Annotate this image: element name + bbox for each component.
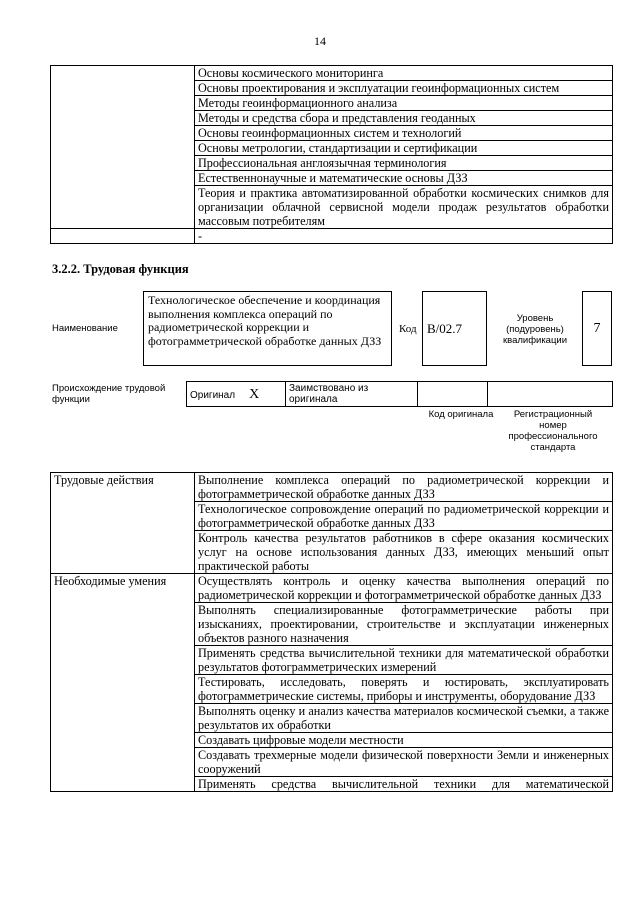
skill-item: Осуществлять контроль и оценку качества выполнения операций по радиометрической коррекции и фотограмметрической обработке данных ДЗЗ	[195, 574, 613, 603]
skills-label: Необходимые умения	[51, 574, 195, 792]
registration-number-cell	[488, 382, 613, 407]
borrowed-label: Заимствовано из оригинала	[286, 382, 418, 407]
skill-item: Применять средства вычислительной техники для математической	[195, 777, 613, 792]
knowledge-item: Основы геоинформационных систем и технологий	[195, 126, 613, 141]
original-code-cell	[418, 382, 488, 407]
skill-item: Создавать цифровые модели местности	[195, 733, 613, 748]
name-label: Наименование	[52, 323, 118, 334]
registration-number-caption: Регистрационный номер профессионального стандарта	[508, 409, 598, 453]
skill-item: Создавать трехмерные модели физической поверхности Земли и инженерных сооружений	[195, 748, 613, 777]
knowledge-item: Методы и средства сбора и представления геоданных	[195, 111, 613, 126]
knowledge-item: Методы геоинформационного анализа	[195, 96, 613, 111]
labor-action-item: Выполнение комплекса операций по радиометрической коррекции и фотограмметрической обработке данных ДЗЗ	[195, 473, 613, 502]
labor-action-item: Технологическое сопровождение операций по радиометрической коррекции и фотограмметрической обработке данных ДЗЗ	[195, 502, 613, 531]
knowledge-item: Основы космического мониторинга	[195, 66, 613, 81]
knowledge-item: Профессиональная англоязычная терминология	[195, 156, 613, 171]
skill-item: Применять средства вычислительной техники для математической обработки результатов фотограмметрических измерений	[195, 646, 613, 675]
knowledge-item: Основы проектирования и эксплуатации геоинформационных систем	[195, 81, 613, 96]
knowledge-label-cell	[51, 66, 195, 229]
qualification-level-box: 7	[582, 291, 612, 366]
other-characteristics-value: -	[195, 229, 613, 244]
labor-actions-label: Трудовые действия	[51, 473, 195, 574]
code-label: Код	[399, 323, 417, 335]
original-mark: X	[249, 387, 260, 402]
section-heading: 3.2.2. Трудовая функция	[52, 262, 189, 276]
function-code-box: B/02.7	[422, 291, 487, 366]
original-label: Оригинал	[190, 390, 236, 401]
knowledge-item: Основы метрологии, стандартизации и сертификации	[195, 141, 613, 156]
origin-table	[186, 381, 613, 407]
knowledge-table-continuation	[50, 65, 613, 244]
original-code-caption: Код оригинала	[428, 409, 494, 420]
knowledge-item: Теория и практика автоматизированной обработки космических снимков для организации облачной сервисной модели продаж результатов обработки массовым потребителям	[195, 186, 613, 229]
skill-item: Выполнять специализированные фотограмметрические работы при изысканиях, проектировании, строительстве и эксплуатации инженерных объектов разного назначения	[195, 603, 613, 646]
labor-action-item: Контроль качества результатов работников в сфере оказания космических услуг на основе использования данных ДЗЗ, имеющих меньший опыт практической работы	[195, 531, 613, 574]
qualification-level-label: Уровень (подуровень) квалификации	[502, 313, 568, 346]
knowledge-item: Естественнонаучные и математические основы ДЗЗ	[195, 171, 613, 186]
skill-item: Выполнять оценку и анализ качества материалов космической съемки, а также результатов их обработки	[195, 704, 613, 733]
page-number: 14	[314, 34, 326, 48]
skill-item: Тестировать, исследовать, поверять и юстировать, эксплуатировать фотограмметрические системы, приборы и инструменты, оборудование ДЗЗ	[195, 675, 613, 704]
original-cell	[187, 382, 286, 407]
function-name-box: Технологическое обеспечение и координация выполнения комплекса операций по радиометрической коррекции и фотограмметрической обработке данных ДЗЗ	[143, 291, 392, 366]
origin-label: Происхождение трудовой функции	[52, 383, 166, 405]
labor-function-table	[50, 472, 613, 792]
other-characteristics-label	[51, 229, 195, 244]
